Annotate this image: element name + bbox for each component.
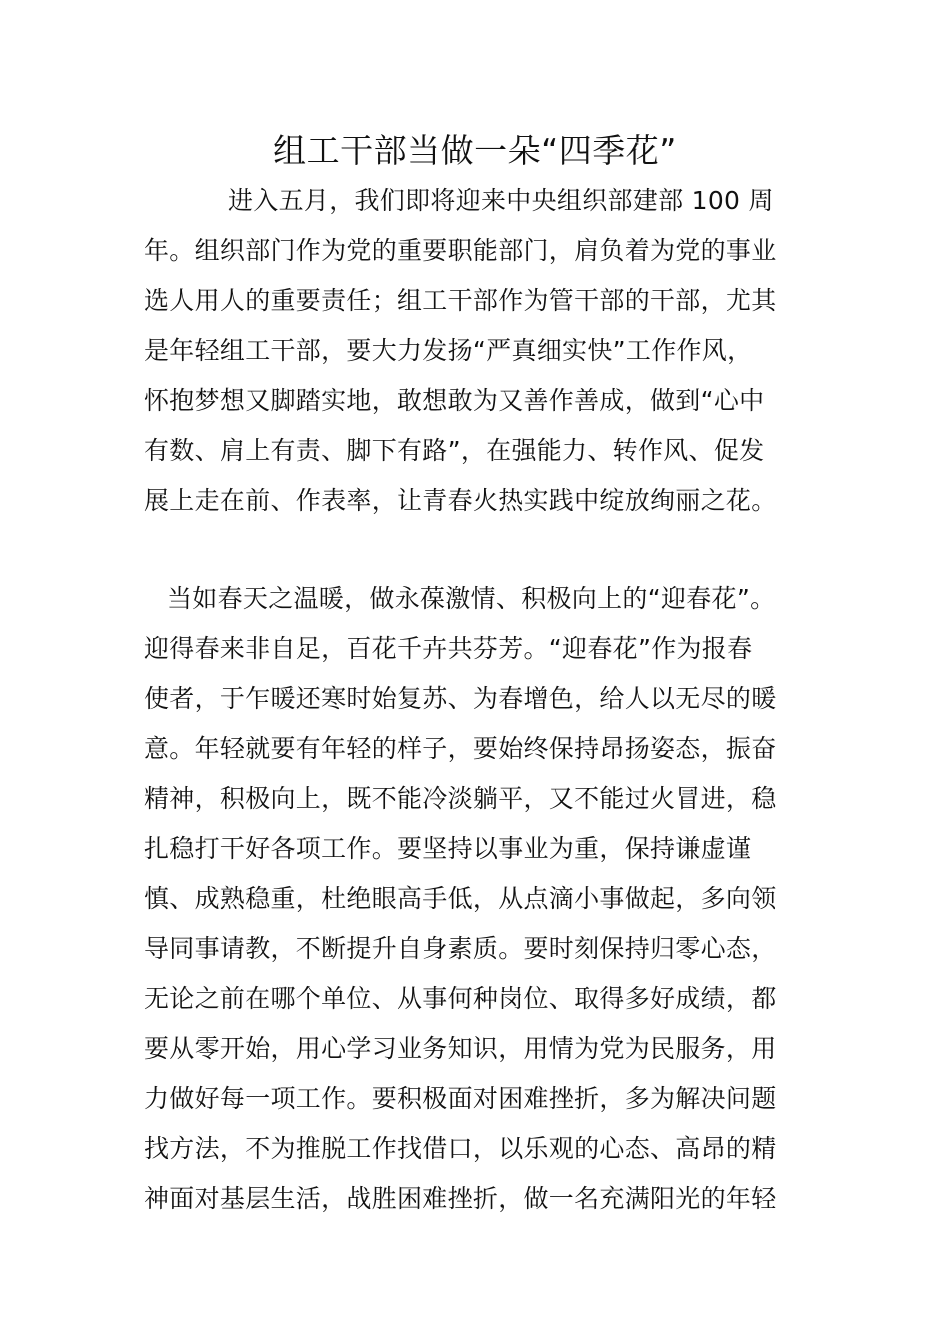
paragraph-line: 年。组织部门作为党的重要职能部门，肩负着为党的事业 <box>144 236 777 265</box>
paragraph-line: 慎、成熟稳重，杜绝眼高手低，从点滴小事做起，多向领 <box>144 884 777 913</box>
document-title: 组工干部当做一朵“四季花” <box>273 131 677 170</box>
paragraph-line: 无论之前在哪个单位、从事何种岗位、取得多好成绩，都 <box>144 984 777 1013</box>
paragraph-line: 选人用人的重要责任；组工干部作为管干部的干部，尤其 <box>144 286 777 315</box>
paragraph-line: 当如春天之温暖，做永葆激情、积极向上的“迎春花”。 <box>167 584 776 613</box>
paragraph-line: 迎得春来非自足，百花千卉共芬芳。“迎春花”作为报春 <box>144 634 753 663</box>
paragraph-line: 要从零开始，用心学习业务知识，用情为党为民服务，用 <box>144 1034 777 1063</box>
paragraph-line: 展上走在前、作表率，让青春火热实践中绽放绚丽之花。 <box>144 486 777 515</box>
paragraph-line: 神面对基层生活，战胜困难挫折，做一名充满阳光的年轻 <box>144 1184 777 1213</box>
paragraph-line: 是年轻组工干部，要大力发扬“严真细实快”工作作风， <box>144 336 753 365</box>
paragraph-line: 有数、肩上有责、脚下有路”，在强能力、转作风、促发 <box>144 436 765 465</box>
paragraph-line: 导同事请教，不断提升自身素质。要时刻保持归零心态， <box>144 934 777 963</box>
paragraph-line: 力做好每一项工作。要积极面对困难挫折，多为解决问题 <box>144 1084 777 1113</box>
paragraph-line: 找方法，不为推脱工作找借口，以乐观的心态、高昂的精 <box>144 1134 777 1163</box>
paragraph-2 <box>144 574 808 1224</box>
paragraph-line: 进入五月，我们即将迎来中央组织部建部 100 周 <box>228 186 774 215</box>
paragraph-line: 怀抱梦想又脚踏实地，敢想敢为又善作善成，做到“心中 <box>144 386 765 415</box>
paragraph-1 <box>144 176 808 526</box>
paragraph-line: 意。年轻就要有年轻的样子，要始终保持昂扬姿态，振奋 <box>144 734 777 763</box>
paragraph-line: 扎稳打干好各项工作。要坚持以事业为重，保持谦虚谨 <box>144 834 752 863</box>
paragraph-line: 精神，积极向上，既不能冷淡躺平，又不能过火冒进，稳 <box>144 784 777 813</box>
paragraph-line: 使者，于乍暖还寒时始复苏、为春增色，给人以无尽的暖 <box>144 684 777 713</box>
